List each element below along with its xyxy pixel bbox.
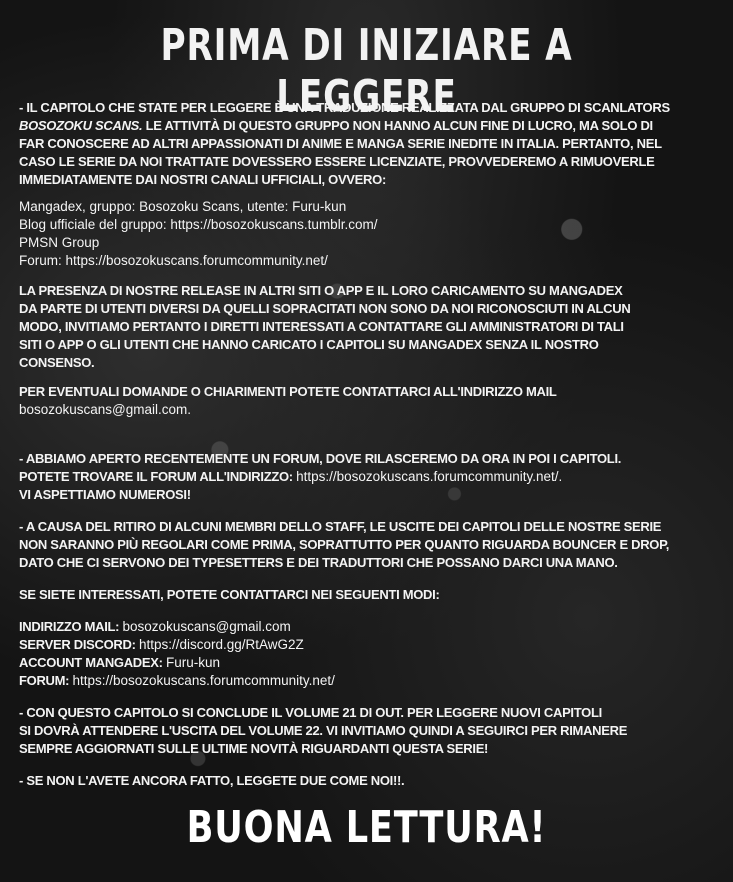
contact-item bbox=[19, 655, 220, 671]
intro-line: FAR CONOSCERE AD ALTRI APPASSIONATI DI ANIME E MANGA SERIE INEDITE IN ITALIA. PERTANTO, NEL bbox=[19, 136, 662, 151]
forum-line-text: POTETE TROVARE IL FORUM ALL'INDIRIZZO: bbox=[19, 469, 293, 484]
contact-value: Furu-kun bbox=[165, 655, 221, 670]
intro-line bbox=[19, 118, 653, 134]
contact-value: bosozokuscans@gmail.com bbox=[122, 619, 291, 634]
intro-line: - IL CAPITOLO CHE STATE PER LEGGERE È UNA TRADUZIONE REALIZZATA DAL GRUPPO DI SCANLATORS bbox=[19, 100, 670, 115]
contact-item bbox=[19, 637, 304, 653]
contact-line: PER EVENTUALI DOMANDE O CHIARIMENTI POTETE CONTATTARCI ALL'INDIRIZZO MAIL bbox=[19, 384, 557, 399]
presence-line: DA PARTE DI UTENTI DIVERSI DA QUELLI SOPRACITATI NON SONO DA NOI RICONOSCIUTI IN ALCUN bbox=[19, 301, 631, 316]
presence-line: MODO, INVITIAMO PERTANTO I DIRETTI INTERESSATI A CONTATTARE GLI AMMINISTRATORI DI TALI bbox=[19, 319, 624, 334]
contact-email: bosozokuscans@gmail.com. bbox=[19, 402, 192, 417]
staff-line: NON SARANNO PIÙ REGOLARI COME PRIMA, SOPRATTUTTO PER QUANTO RIGUARDA BOUNCER E DROP, bbox=[19, 537, 670, 552]
contact-label: INDIRIZZO MAIL: bbox=[19, 619, 120, 634]
channel-line: Blog ufficiale del gruppo: https://bosozokuscans.tumblr.com/ bbox=[19, 217, 378, 232]
intro-line: IMMEDIATAMENTE DAI NOSTRI CANALI UFFICIALI, OVVERO: bbox=[19, 172, 386, 187]
presence-line: SITI O APP O GLI UTENTI CHE HANNO CARICATO I CAPITOLI SU MANGADEX SENZA IL NOSTRO bbox=[19, 337, 599, 352]
forum-line bbox=[19, 469, 562, 485]
contact-value: https://bosozokuscans.forumcommunity.net/ bbox=[72, 673, 335, 688]
page-title: PRIMA DI INIZIARE A LEGGERE bbox=[160, 20, 573, 122]
forum-line: - ABBIAMO APERTO RECENTEMENTE UN FORUM, DOVE RILASCEREMO DA ORA IN POI I CAPITOLI. bbox=[19, 451, 622, 466]
contact-label: ACCOUNT MANGADEX: bbox=[19, 655, 163, 670]
staff-line: DATO CHE CI SERVONO DEI TYPESETTERS E DEI TRADUTTORI CHE POSSANO DARCI UNA MANO. bbox=[19, 555, 618, 570]
presence-line: CONSENSO. bbox=[19, 355, 95, 370]
forum-link: https://bosozokuscans.forumcommunity.net/. bbox=[296, 469, 563, 484]
contact-value: https://discord.gg/RtAwG2Z bbox=[138, 637, 304, 652]
volume-line: SEMPRE AGGIORNATI SULLE ULTIME NOVITÀ RIGUARDANTI QUESTA SERIE! bbox=[19, 741, 489, 756]
contact-label: SERVER DISCORD: bbox=[19, 637, 136, 652]
contact-item bbox=[19, 673, 335, 689]
intro-line-text: LE ATTIVITÀ DI QUESTO GRUPPO NON HANNO ALCUN FINE DI LUCRO, MA SOLO DI bbox=[145, 118, 653, 133]
group-name: BOSOZOKU SCANS. bbox=[19, 118, 143, 133]
forum-line: VI ASPETTIAMO NUMEROSI! bbox=[19, 487, 191, 502]
contact-item bbox=[19, 619, 291, 635]
presence-line: LA PRESENZA DI NOSTRE RELEASE IN ALTRI SITI O APP E IL LORO CARICAMENTO SU MANGADEX bbox=[19, 283, 623, 298]
channel-line: PMSN Group bbox=[19, 235, 100, 250]
contact-label: FORUM: bbox=[19, 673, 70, 688]
staff-line: - A CAUSA DEL RITIRO DI ALCUNI MEMBRI DELLO STAFF, LE USCITE DEI CAPITOLI DELLE NOSTRE SERIE bbox=[19, 519, 662, 534]
channel-line: Mangadex, gruppo: Bosozoku Scans, utente: Furu-kun bbox=[19, 199, 347, 214]
volume-line: SI DOVRÀ ATTENDERE L'USCITA DEL VOLUME 22. VI INVITIAMO QUINDI A SEGUIRCI PER RIMANERE bbox=[19, 723, 628, 738]
outro-heading: BUONA LETTURA! bbox=[186, 802, 547, 853]
interested-line: SE SIETE INTERESSATI, POTETE CONTATTARCI NEI SEGUENTI MODI: bbox=[19, 587, 440, 602]
volume-line: - CON QUESTO CAPITOLO SI CONCLUDE IL VOLUME 21 DI OUT. PER LEGGERE NUOVI CAPITOLI bbox=[19, 705, 602, 720]
intro-line: CASO LE SERIE DA NOI TRATTATE DOVESSERO ESSERE LICENZIATE, PROVVEDEREMO A RIMUOVERLE bbox=[19, 154, 655, 169]
channel-line: Forum: https://bosozokuscans.forumcommunity.net/ bbox=[19, 253, 328, 268]
closing-note: - SE NON L'AVETE ANCORA FATTO, LEGGETE DUE COME NOI!!. bbox=[19, 773, 405, 788]
